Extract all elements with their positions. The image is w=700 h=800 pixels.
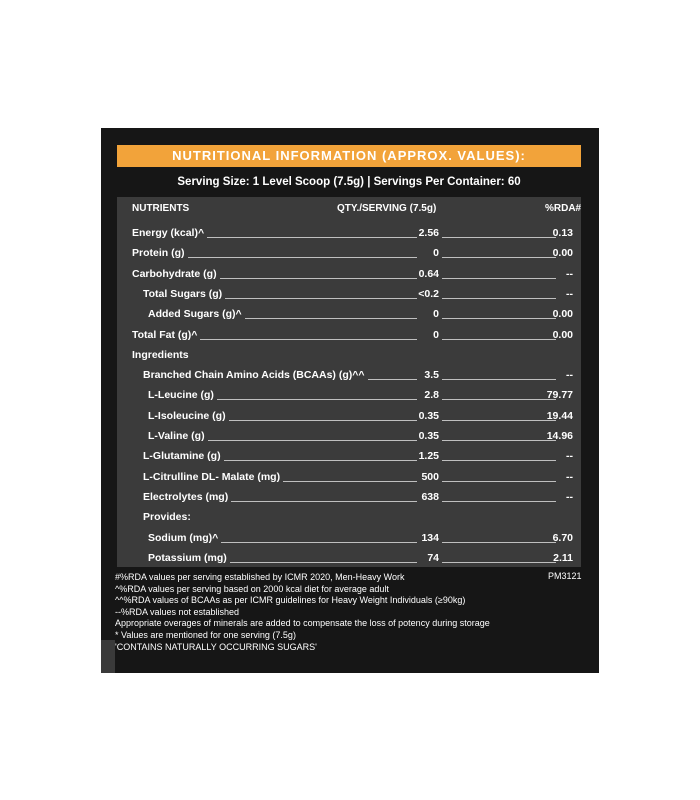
nutrient-rda: 0.13 [552,227,573,239]
header-rda: %RDA# [545,203,582,214]
table-row [117,346,581,364]
nutrient-label: Electrolytes (mg) [143,488,231,506]
table-row [117,508,581,526]
footnote-line: ^%RDA values per serving based on 2000 kcal diet for average adult [115,583,389,594]
header-nutrients: NUTRIENTS [132,203,190,214]
nutrient-label: Potassium (mg) [148,549,230,567]
nutrient-qty: 0 [433,328,439,341]
table-row [117,386,581,404]
nutrient-label: Carbohydrate (g) [132,265,220,283]
nutrient-rda: 19.44 [546,409,573,422]
table-row [117,265,581,283]
nutrient-rda: -- [566,470,573,483]
nutrient-qty: 500 [421,470,439,483]
nutrient-label: Total Sugars (g) [143,285,225,303]
nutrient-rda: 0.00 [552,247,573,260]
table-row [117,427,581,445]
nutrient-rda: 2.11 [553,551,573,564]
nutrient-qty: 74 [427,551,439,564]
nutrient-label: L-Isoleucine (g) [148,407,229,425]
nutrient-qty: 2.8 [424,389,439,402]
nutrient-qty: 3.5 [424,369,439,382]
footnotes [115,572,555,653]
table-row [117,468,581,486]
nutrient-label: Sodium (mg)^ [148,529,221,547]
nutrient-qty: 638 [421,490,439,503]
nutrient-rda: -- [566,267,573,280]
nutrient-qty: 0 [433,308,439,321]
table-row [117,285,581,303]
nutrient-rda: 14.96 [546,430,573,442]
nutrient-qty: 0.35 [418,430,439,442]
nutrient-label: L-Valine (g) [148,427,208,445]
nutrient-label: Protein (g) [132,244,188,262]
table-row [117,326,581,344]
table-row [117,224,581,242]
table-row [117,447,581,465]
nutrient-label: L-Glutamine (g) [143,447,224,465]
nutrient-label: Provides: [143,508,194,526]
nutrient-label: L-Leucine (g) [148,386,217,404]
table-row [117,366,581,384]
nutrient-qty: 0 [433,247,439,260]
table-row [117,305,581,323]
nutrition-table [117,197,581,567]
nutrient-rda: -- [566,450,573,463]
footnote-line: #%RDA values per serving established by ICMR 2020, Men-Heavy Work [115,572,405,582]
footnote-line: * Values are mentioned for one serving (7.5g) [115,629,296,640]
nutrient-rda: 0.00 [552,328,573,341]
nutrient-qty: <0.2 [418,287,439,300]
nutrient-rda: 0.00 [552,308,573,321]
nutrient-label: Total Fat (g)^ [132,326,200,344]
nutrient-label: L-Citrulline DL- Malate (mg) [143,468,283,486]
table-row [117,529,581,547]
table-row [117,488,581,506]
footnote-line: ^^%RDA values of BCAAs as per ICMR guidelines for Heavy Weight Individuals (≥90kg) [115,595,466,606]
serving-info: Serving Size: 1 Level Scoop (7.5g) | Servings Per Container: 60 [117,167,581,197]
footnote-line: --%RDA values not established [115,606,240,617]
nutrition-title: NUTRITIONAL INFORMATION (APPROX. VALUES): [117,145,581,167]
nutrient-rda: -- [566,369,573,382]
footnote-line: 'CONTAINS NATURALLY OCCURRING SUGARS' [115,641,317,652]
nutrient-qty: 1.25 [418,450,439,463]
nutrient-qty: 134 [421,531,439,544]
nutrient-qty: 0.64 [418,267,439,280]
nutrient-label: Ingredients [132,346,192,364]
nutrient-rda: 6.70 [552,531,573,544]
table-row [117,407,581,425]
footnote-line: Appropriate overages of minerals are added to compensate the loss of potency during storage [115,618,490,629]
nutrient-label: Branched Chain Amino Acids (BCAAs) (g)^^ [143,366,368,384]
nutrient-label: Energy (kcal)^ [132,224,207,242]
nutrient-qty: 0.35 [418,409,439,422]
table-row [117,549,581,567]
product-code: PM3121 [548,571,582,581]
panel-corner-shade [101,640,115,673]
nutrient-rda: -- [566,490,573,503]
nutrient-label: Added Sugars (g)^ [148,305,245,323]
nutrient-qty: 2.56 [418,227,439,239]
nutrient-rda: 79.77 [546,389,573,402]
header-qty: QTY./SERVING (7.5g) [337,203,437,214]
nutrient-rda: -- [566,287,573,300]
table-row [117,244,581,262]
